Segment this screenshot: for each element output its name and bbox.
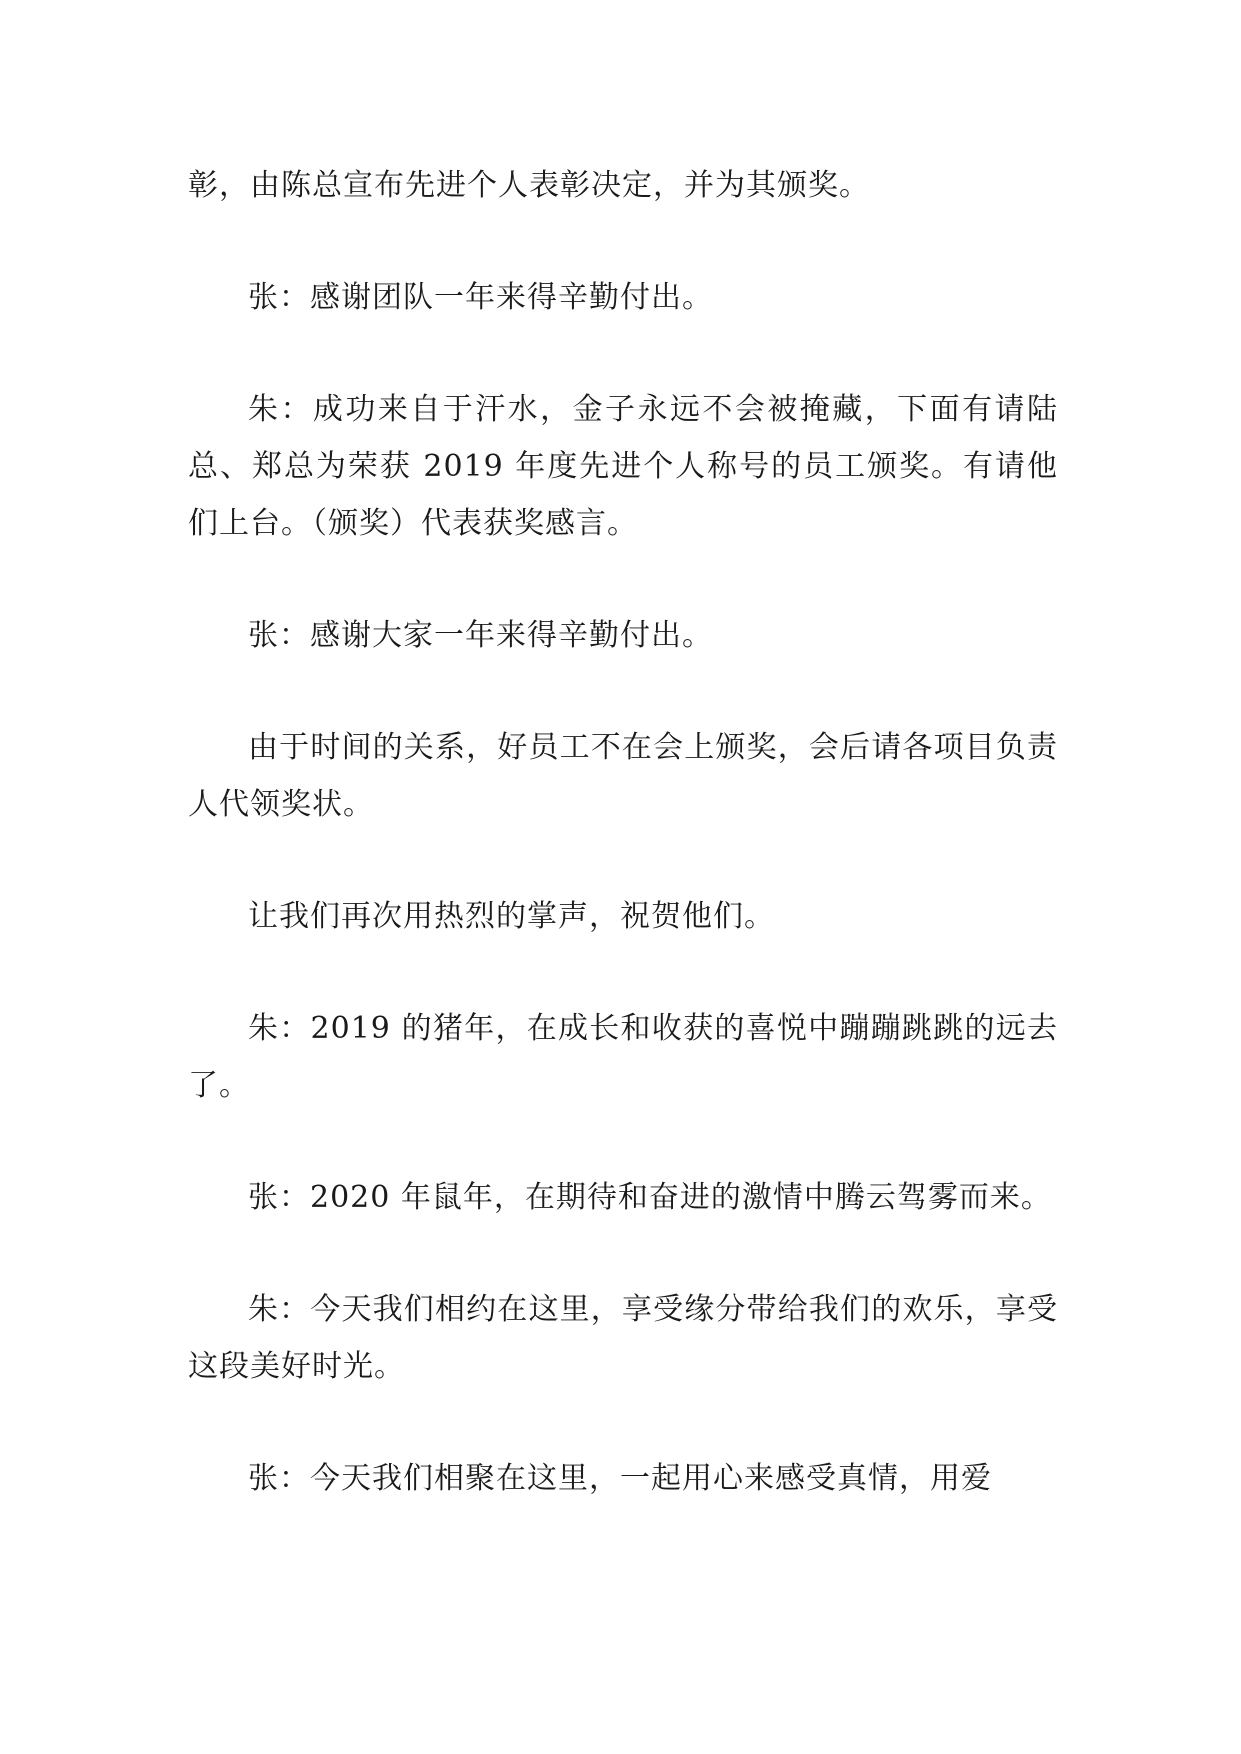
paragraph: 让我们再次用热烈的掌声，祝贺他们。	[248, 899, 775, 934]
paragraph: 张：感谢大家一年来得辛勤付出。	[248, 618, 713, 653]
document-body	[188, 157, 1058, 1562]
paragraph: 彰，由陈总宣布先进个人表彰决定，并为其颁奖。	[188, 168, 870, 203]
paragraph: 朱：今天我们相约在这里，享受缘分带给我们的欢乐，享受这段美好时光。	[188, 1292, 1058, 1384]
paragraph: 朱：2019 的猪年，在成长和收获的喜悦中蹦蹦跳跳的远去了。	[188, 1011, 1058, 1103]
paragraph: 张：2020 年鼠年，在期待和奋进的激情中腾云驾雾而来。	[248, 1180, 1052, 1215]
paragraph: 由于时间的关系，好员工不在会上颁奖，会后请各项目负责人代领奖状。	[188, 730, 1058, 822]
paragraph: 朱：成功来自于汗水，金子永远不会被掩藏，下面有请陆总、郑总为荣获 2019 年度先进个人称号的员工颁奖。有请他们上台。（颁奖）代表获奖感言。	[188, 392, 1058, 541]
paragraph: 张：感谢团队一年来得辛勤付出。	[248, 280, 713, 315]
paragraph: 张：今天我们相聚在这里，一起用心来感受真情，用爱	[248, 1461, 992, 1496]
